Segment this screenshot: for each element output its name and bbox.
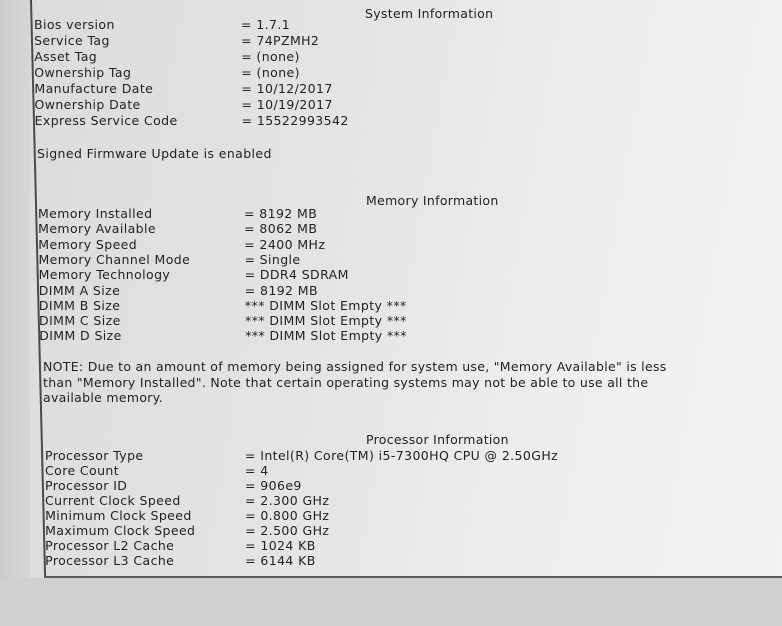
memory-information-title: Memory Information	[366, 193, 499, 208]
info-label: Memory Installed	[38, 206, 153, 221]
info-label: Current Clock Speed	[45, 493, 181, 508]
processor-information-title: Processor Information	[366, 432, 509, 447]
info-value: = Intel(R) Core(TM) i5-7300HQ CPU @ 2.50GHz	[245, 448, 559, 463]
info-label: Core Count	[45, 463, 120, 478]
info-value: = 10/12/2017	[241, 81, 333, 96]
bottom-margin	[0, 578, 782, 626]
info-label: Express Service Code	[34, 113, 178, 128]
info-value: = 1.7.1	[241, 17, 291, 32]
info-label: Ownership Date	[34, 97, 141, 112]
info-label: Memory Speed	[38, 236, 138, 252]
info-label: Memory Channel Mode	[38, 251, 191, 267]
info-value: = 2.500 GHz	[245, 523, 330, 538]
firmware-status: Signed Firmware Update is enabled	[37, 146, 272, 161]
info-value: = (none)	[241, 65, 300, 80]
info-label: Processor ID	[45, 478, 128, 493]
memory-note-line: NOTE: Due to an amount of memory being assigned for system use, "Memory Available" is less	[43, 359, 667, 374]
system-information-title: System Information	[365, 6, 494, 21]
info-label: Asset Tag	[34, 49, 98, 64]
info-value: = 15522993542	[241, 113, 349, 128]
memory-note	[43, 359, 753, 406]
info-label: Bios version	[34, 17, 115, 32]
info-label: DIMM A Size	[38, 282, 121, 298]
info-label: Minimum Clock Speed	[45, 508, 192, 523]
info-label: Processor L3 Cache	[45, 553, 175, 568]
info-label: Memory Available	[38, 221, 156, 237]
info-value: = 2400 MHz	[244, 236, 326, 252]
info-label: Manufacture Date	[34, 81, 154, 96]
memory-note-line: than "Memory Installed". Note that certain operating systems may not be able to use all the	[43, 374, 649, 390]
info-value: *** DIMM Slot Empty ***	[244, 297, 407, 313]
info-value: = 10/19/2017	[241, 97, 333, 112]
info-label: DIMM C Size	[39, 313, 121, 329]
info-value: = (none)	[241, 49, 300, 64]
info-value: = 8062 MB	[244, 221, 318, 237]
info-label: Processor Type	[45, 448, 144, 463]
info-label: Memory Technology	[38, 267, 171, 283]
info-value: = 74PZMH2	[241, 33, 320, 48]
info-label: DIMM B Size	[38, 297, 121, 313]
info-label: DIMM D Size	[39, 328, 122, 344]
info-label: Ownership Tag	[34, 65, 132, 80]
info-value: *** DIMM Slot Empty ***	[245, 313, 407, 329]
info-value: = 4	[245, 463, 269, 478]
info-value: = Single	[244, 251, 301, 267]
info-value: = 6144 KB	[245, 553, 316, 568]
memory-note-line: available memory.	[43, 390, 163, 405]
info-value: *** DIMM Slot Empty ***	[245, 328, 407, 344]
info-label: Processor L2 Cache	[45, 538, 175, 553]
info-value: = 2.300 GHz	[245, 493, 330, 508]
left-margin	[0, 0, 30, 578]
info-value: = DDR4 SDRAM	[244, 267, 349, 283]
info-label: Service Tag	[34, 33, 110, 48]
info-value: = 0.800 GHz	[245, 508, 330, 523]
info-label: Maximum Clock Speed	[45, 523, 196, 538]
info-value: = 1024 KB	[245, 538, 316, 553]
info-value: = 906e9	[245, 478, 302, 493]
info-value: = 8192 MB	[244, 206, 318, 221]
info-value: = 8192 MB	[244, 282, 318, 298]
